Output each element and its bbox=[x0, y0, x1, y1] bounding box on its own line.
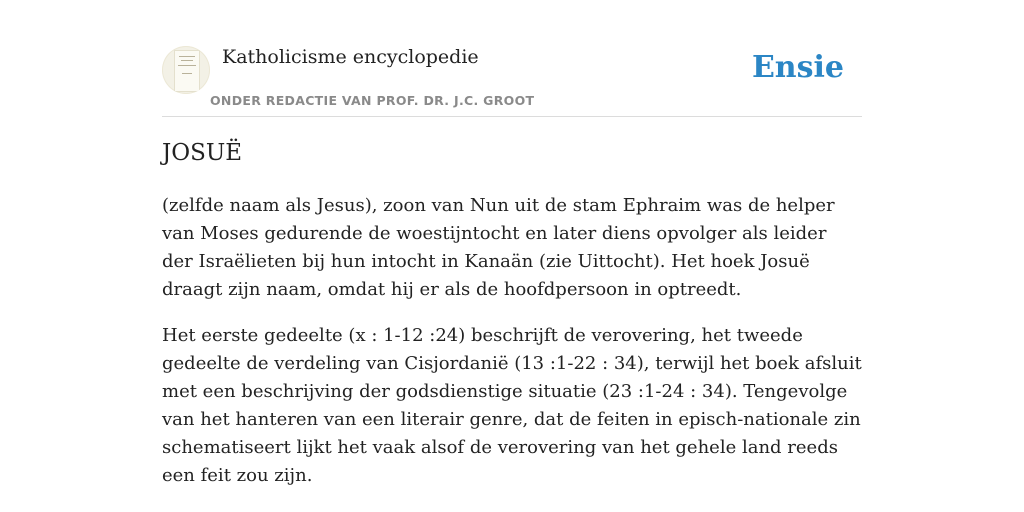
site-title[interactable]: Katholicisme encyclopedie bbox=[222, 46, 479, 68]
cover-line bbox=[179, 56, 195, 57]
header bbox=[162, 0, 862, 117]
article-body bbox=[162, 192, 862, 508]
book-cover-icon[interactable] bbox=[162, 46, 210, 94]
book-cover-sheet bbox=[174, 50, 200, 92]
brand-logo-link[interactable]: Ensie bbox=[751, 50, 844, 85]
site-subtitle: ONDER REDACTIE VAN PROF. DR. J.C. GROOT bbox=[210, 93, 535, 108]
cover-line bbox=[182, 73, 192, 74]
cover-line bbox=[181, 60, 193, 61]
article-paragraph: (zelfde naam als Jesus), zoon van Nun uit de stam Ephraim was de helper van Moses gedurende de woestijntocht en later diens opvolger als leider der Israëlieten bij hun intocht in Kanaän (zie Uittocht). Het hoek Josuë draagt zijn naam, omdat hij er als de hoofdpersoon in optreedt. bbox=[162, 195, 835, 300]
cover-line bbox=[178, 65, 196, 66]
article-title: JOSUË bbox=[162, 140, 243, 166]
article-paragraph: Het eerste gedeelte (x : 1-12 :24) beschrijft de verovering, het tweede gedeelte de verdeling van Cisjordanië (13 :1-22 : 34), terwijl het boek afsluit met een beschrijving der godsdienstige situatie (23 :1-24 : 34). Tengevolge van het hanteren van een literair genre, dat de feiten in episch-nationale zin schematiseert lijkt het vaak alsof de verovering van het gehele land reeds een feit zou zijn. bbox=[162, 325, 862, 486]
page bbox=[162, 0, 862, 486]
